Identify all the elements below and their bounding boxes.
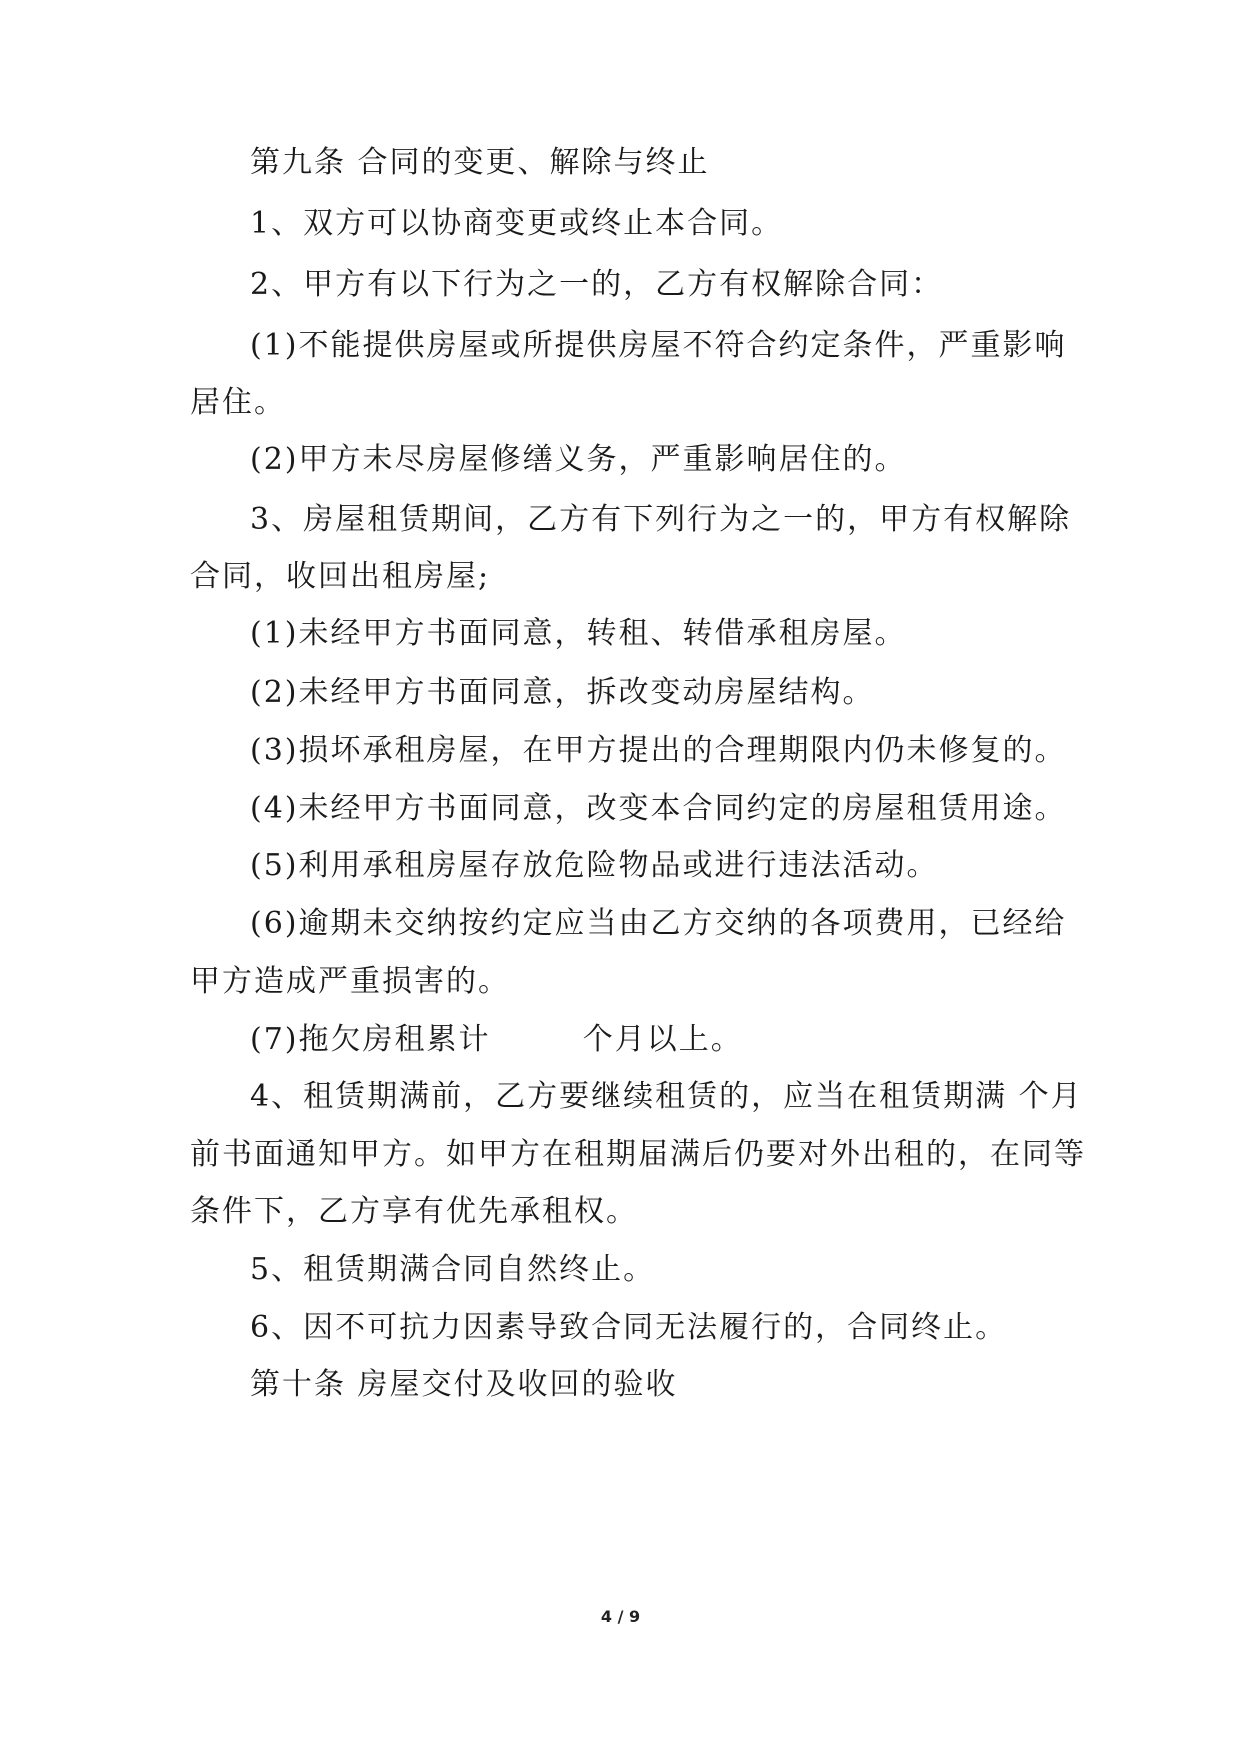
page-number: 4 / 9 [600,1607,641,1626]
clause-3-item-6-cont: 甲方造成严重损害的。 [190,964,510,999]
clause-4-cont-1: 前书面通知甲方。如甲方在租期届满后仍要对外出租的，在同等 [190,1137,1086,1172]
clause-3-item-5: (5)利用承租房屋存放危险物品或进行违法活动。 [250,848,939,883]
article-9-heading: 第九条 合同的变更、解除与终止 [250,145,710,180]
clause-3-item-1: (1)未经甲方书面同意，转租、转借承租房屋。 [250,616,907,651]
clause-1: 1、双方可以协商变更或终止本合同。 [250,206,784,241]
clause-3-item-7: (7)拖欠房租累计 个月以上。 [250,1022,743,1057]
clause-2-item-1: (1)不能提供房屋或所提供房屋不符合约定条件，严重影响 [250,328,1067,363]
clause-3-item-4: (4)未经甲方书面同意，改变本合同约定的房屋租赁用途。 [250,791,1067,826]
clause-4-cont-2: 条件下，乙方享有优先承租权。 [190,1194,638,1229]
article-10-heading: 第十条 房屋交付及收回的验收 [250,1367,678,1402]
clause-3-cont: 合同，收回出租房屋; [190,559,491,594]
clause-3-item-3: (3)损坏承租房屋，在甲方提出的合理期限内仍未修复的。 [250,733,1067,768]
clause-3: 3、房屋租赁期间，乙方有下列行为之一的，甲方有权解除 [250,502,1072,537]
clause-2-item-1-cont: 居住。 [190,385,286,420]
clause-3-item-2: (2)未经甲方书面同意，拆改变动房屋结构。 [250,675,875,710]
clause-2-item-2: (2)甲方未尽房屋修缮义务，严重影响居住的。 [250,442,907,477]
clause-5: 5、租赁期满合同自然终止。 [250,1252,656,1287]
clause-3-item-6: (6)逾期未交纳按约定应当由乙方交纳的各项费用，已经给 [250,906,1067,941]
clause-6: 6、因不可抗力因素导致合同无法履行的，合同终止。 [250,1310,1008,1345]
clause-2: 2、甲方有以下行为之一的，乙方有权解除合同： [250,267,944,302]
clause-4: 4、租赁期满前，乙方要继续租赁的，应当在租赁期满 个月 [250,1079,1083,1114]
